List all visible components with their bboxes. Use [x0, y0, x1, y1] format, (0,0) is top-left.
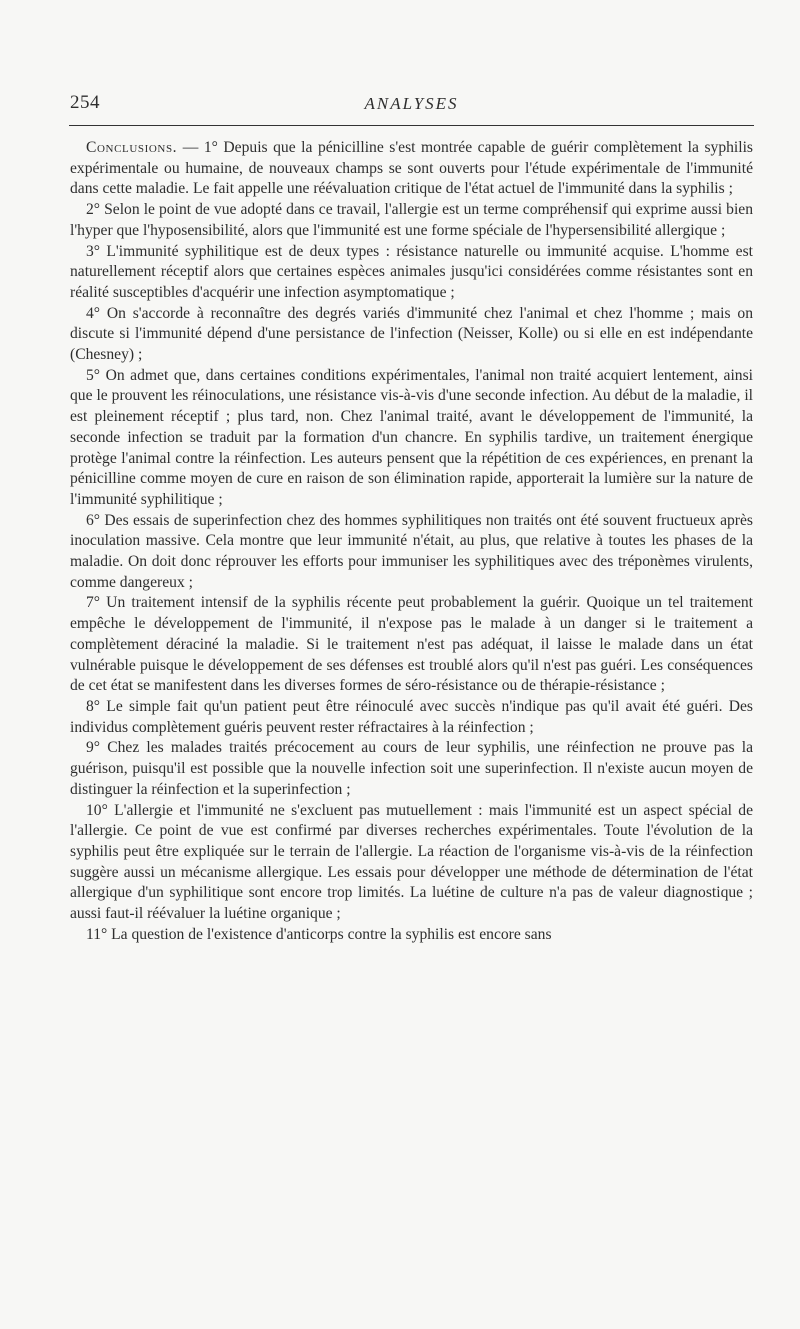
paragraph-5: 5° On admet que, dans certaines conditions expérimentales, l'animal non traité acquiert lentement, ainsi que le prouvent les réinoculations, une résistance vis-à-vis d'une seconde infection. Au début de la maladie, il est pleinement réceptif ; plus tard, non. Chez l'animal traité, avant le développement de l'immunité, la seconde infection se traduit par la formation d'un chancre. En syphilis tardive, un traitement énergique protège l'animal contre la réinfection. Les auteurs pensent que la répétition de ces expériences, en prenant la pénicilline comme moyen de cure en raison de son élimination rapide, apporterait la lumière sur la nature de l'immunité syphilitique ;: [70, 366, 753, 508]
article-body: [70, 138, 753, 945]
paragraph-text: — 1° Depuis que la pénicilline s'est montrée capable de guérir complètement la syphilis expérimentale ou humaine, de nouveaux champs se sont ouverts pour l'étude expérimentale de l'immunité dans cette maladie. Le fait appelle une réévaluation critique de l'état actuel de l'immunité dans la syphilis ;: [70, 139, 753, 198]
page-number: 254: [70, 92, 100, 113]
paragraph-4: 4° On s'accorde à reconnaître des degrés variés d'immunité chez l'animal et chez l'homme ; mais on discute si l'immunité dépend d'une persistance de l'infection (Neisser, Kolle) ou si elle en est indépendante (Chesney) ;: [70, 304, 753, 364]
paragraph-2: 2° Selon le point de vue adopté dans ce travail, l'allergie est un terme compréhensif qui exprime aussi bien l'hyper que l'hyposensibilité, alors que l'immunité est une forme spéciale de l'hypersensibilité allergique ;: [70, 201, 753, 239]
paragraph-3: 3° L'immunité syphilitique est de deux types : résistance naturelle ou immunité acquise. L'homme est naturellement réceptif alors que certaines espèces animales jusqu'ici considérées comme résistantes sont en réalité susceptibles d'acquérir une infection asymptomatique ;: [70, 242, 753, 301]
running-title: ANALYSES: [364, 94, 459, 113]
paragraph-11: 11° La question de l'existence d'anticorps contre la syphilis est encore sans: [86, 925, 552, 943]
paragraph-7: 7° Un traitement intensif de la syphilis récente peut probablement la guérir. Quoique un tel traitement empêche le développement de l'immunité, il n'expose pas le malade à un danger si le traitement a complètement déraciné la maladie. Si le traitement n'est pas adéquat, il laisse le malade dans un état vulnérable puisque le développement de ses défenses est troublé alors qu'il n'est pas guéri. Les conséquences de cet état se manifestent dans les diverses formes de séro-résistance ou de thérapie-résistance ;: [70, 594, 753, 695]
header-rule: [69, 125, 754, 126]
paragraph-10: 10° L'allergie et l'immunité ne s'excluent pas mutuellement : mais l'immunité est un aspect spécial de l'allergie. Ce point de vue est confirmé par diverses recherches expérimentales. Toute l'évolution de la syphilis peut être expliquée sur le terrain de l'allergie. La réaction de l'organisme vis-à-vis de la réinfection suggère aussi un mécanisme allergique. Les essais pour développer une méthode de détermination de l'état allergique d'un syphilitique sont encore trop limités. La luétine de culture n'a pas de valeur diagnostique ; aussi faut-il réévaluer la luétine organique ;: [70, 801, 753, 923]
paragraph-9: 9° Chez les malades traités précocement au cours de leur syphilis, une réinfection ne prouve pas la guérison, puisqu'il est possible que la nouvelle infection soit une superinfection. Il n'existe aucun moyen de distinguer la réinfection et la superinfection ;: [70, 739, 753, 798]
paragraph-6: 6° Des essais de superinfection chez des hommes syphilitiques non traités ont été souvent fructueux après inoculation massive. Cela montre que leur immunité n'était, au plus, que relative à toutes les phases de la maladie. On doit donc réprouver les efforts pour immuniser les syphilitiques avec des tréponèmes virulents, comme dangereux ;: [70, 511, 753, 591]
section-lead: Conclusions.: [86, 139, 178, 156]
paragraph-conclusions-1: [70, 138, 753, 200]
page: [70, 92, 753, 945]
page-header: [70, 92, 753, 116]
paragraph-8: 8° Le simple fait qu'un patient peut être réinoculé avec succès n'indique pas qu'il avait été guéri. Des individus complètement guéris peuvent rester réfractaires à la réinfection ;: [70, 697, 753, 736]
